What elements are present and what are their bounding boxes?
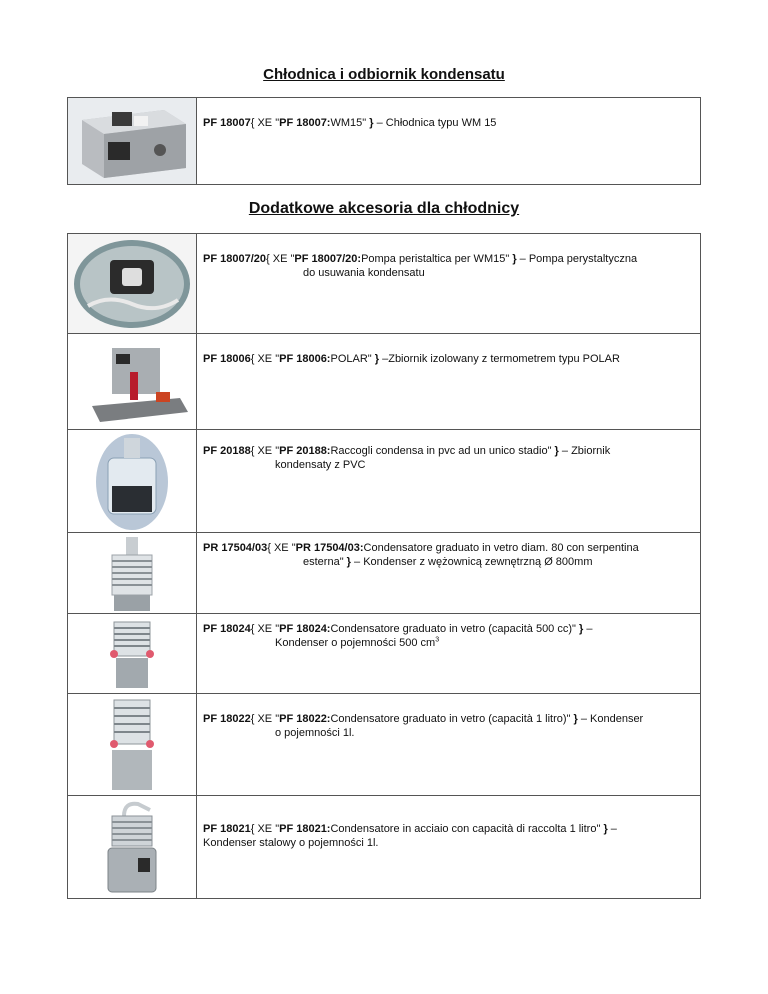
cooler-table — [67, 97, 701, 185]
glass-condenser-1l-photo — [68, 694, 196, 795]
section-title: Dodatkowe akcesoria dla chłodnicy — [248, 200, 520, 217]
table-row — [68, 98, 701, 185]
product-description: Kondenser o pojemności 500 cm — [275, 637, 436, 649]
table-row: PF 18021{ XE "PF 18021:Condensatore in acciaio con capacità di raccolta 1 litro" } – Kondenser stalowy o pojemności 1l. — [68, 796, 701, 899]
product-description: Zbiornik — [571, 445, 611, 457]
pvc-collector-photo — [68, 430, 196, 532]
product-code: PF 18006 — [203, 353, 251, 365]
cooler-photo — [68, 98, 196, 184]
product-description: Pompa perystaltyczna — [528, 253, 638, 265]
table-row: PR 17504/03{ XE "PR 17504/03:Condensatore graduato in vetro diam. 80 con serpentina esterna" } – Kondenser z wężownicą zewnętrzną Ø 800mm — [68, 533, 701, 614]
product-code: PF 18007/20 — [203, 253, 266, 265]
product-description: Kondenser — [590, 713, 644, 725]
product-code: PF 18021 — [203, 823, 251, 835]
product-photo-cell — [68, 98, 197, 185]
product-description: Kondenser z wężownicą zewnętrzną Ø 800mm — [363, 556, 593, 568]
table-row: PF 18022{ XE "PF 18022:Condensatore graduato in vetro (capacità 1 litro)" } – Kondenser o pojemności 1l. — [68, 694, 701, 796]
coil-condenser-photo — [68, 533, 196, 613]
table-row: PF 18007/20{ XE "PF 18007/20:Pompa peristaltica per WM15" } – Pompa perystaltyczna do usuwania kondensatu — [68, 234, 701, 334]
product-description: Kondenser stalowy o pojemności 1l. — [203, 837, 379, 849]
product-code: PF 18024 — [203, 623, 251, 635]
glass-condenser-500-photo — [68, 614, 196, 693]
index-code: PF 18007: — [279, 117, 331, 129]
polar-photo — [68, 334, 196, 429]
product-description: Chłodnica typu WM 15 — [385, 117, 497, 129]
index-name: WM15 — [330, 117, 363, 129]
product-code: PR 17504/03 — [203, 542, 268, 554]
pump-photo — [68, 234, 196, 333]
product-code: PF 20188 — [203, 445, 251, 457]
table-row: PF 20188{ XE "PF 20188:Raccogli condensa in pvc ad un unico stadio" } – Zbiornik kondensaty z PVC — [68, 430, 701, 533]
page-title: Chłodnica i odbiornik kondensatu — [263, 66, 505, 83]
table-row: PF 18024{ XE "PF 18024:Condensatore graduato in vetro (capacità 500 cc)" } – Kondenser o pojemności 500 $cm^3$ — [68, 614, 701, 694]
steel-condenser-photo — [68, 796, 196, 898]
product-description-cell: PF 18007{ XE "PF 18007:WM15" } – Chłodnica typu WM 15 — [197, 98, 701, 185]
product-code: PF 18007 — [203, 117, 251, 129]
product-description: Zbiornik izolowany z termometrem typu POLAR — [388, 353, 620, 365]
table-row: PF 18006{ XE "PF 18006:POLAR" } –Zbiornik izolowany z termometrem typu POLAR — [68, 334, 701, 430]
product-code: PF 18022 — [203, 713, 251, 725]
accessories-table — [67, 233, 701, 899]
